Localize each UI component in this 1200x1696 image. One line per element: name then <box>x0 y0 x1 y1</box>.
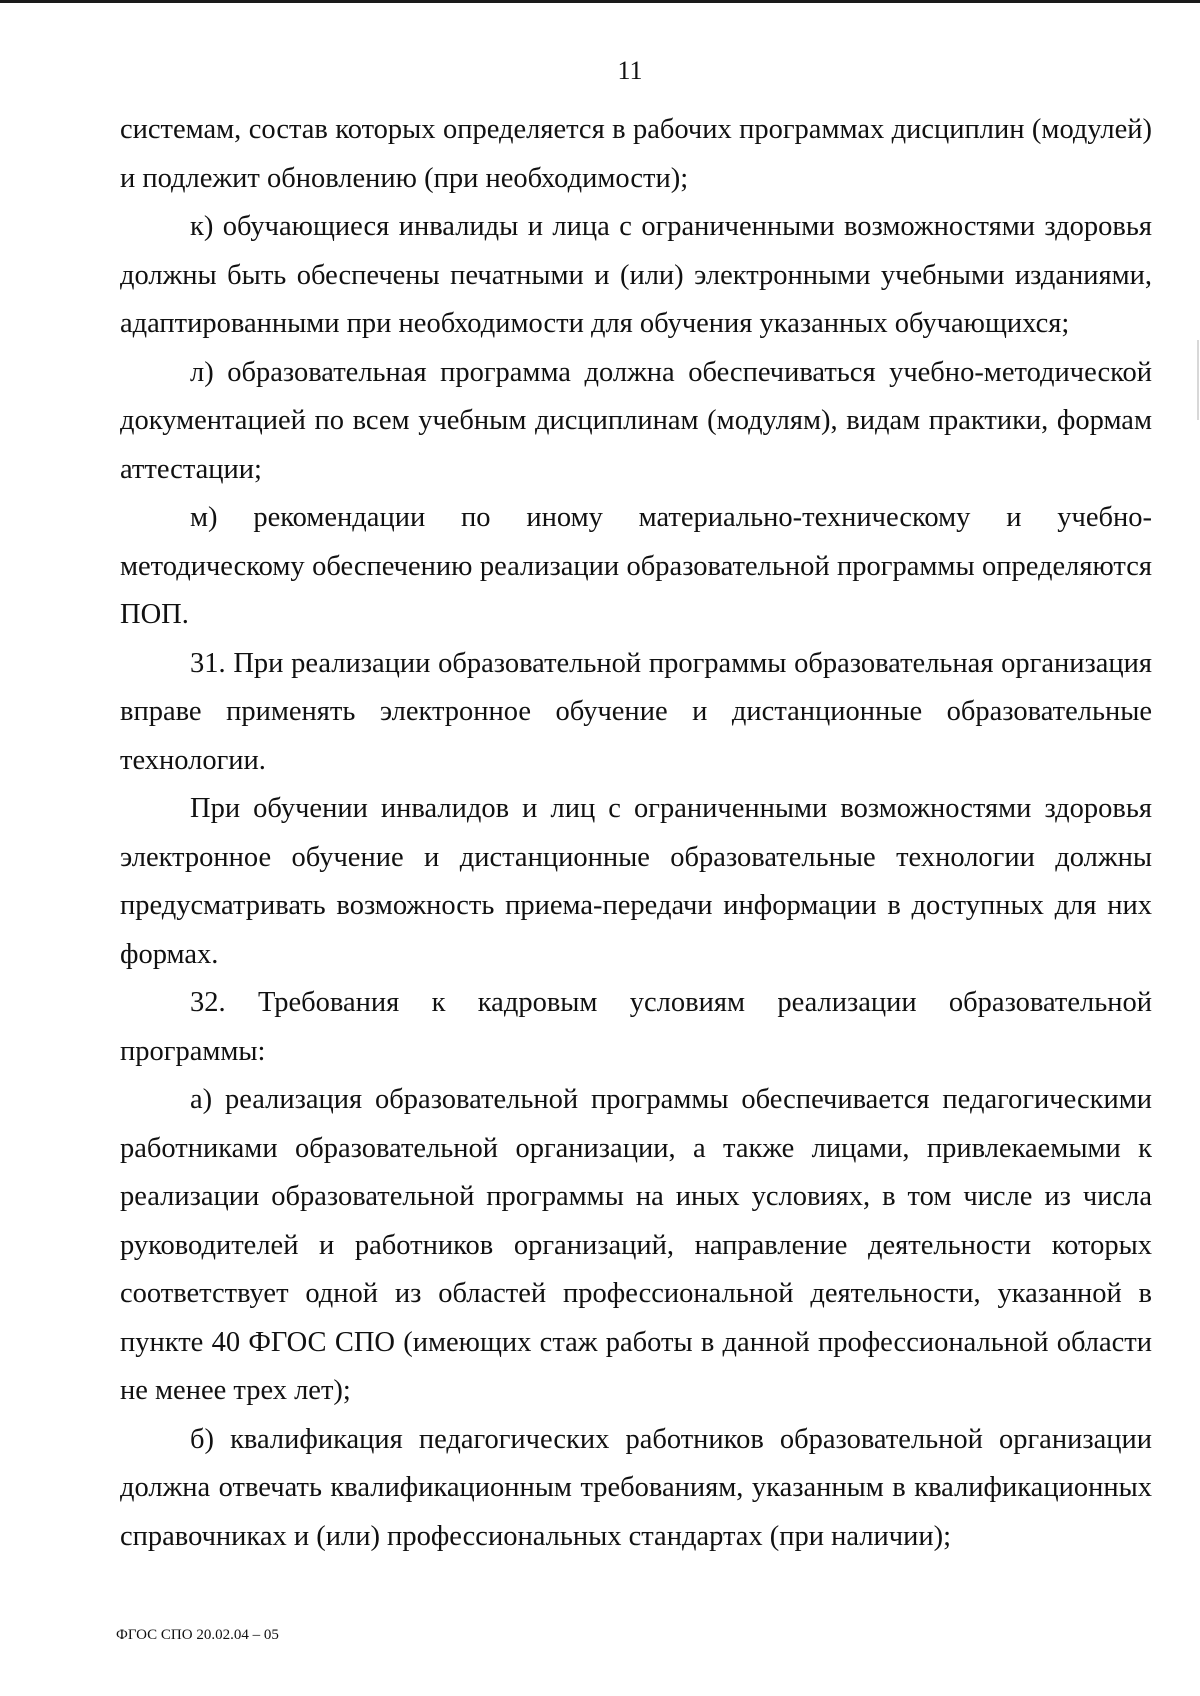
paragraph-clause-31-second: При обучении инвалидов и лиц с ограниченными возможностями здоровья электронное обучение и дистанционные образовательные технологии должны предусматривать возможность приема-передачи информации в доступных для них формах. <box>120 793 1152 970</box>
paragraph-item-a: а) реализация образовательной программы обеспечивается педагогическими работниками образовательной организации, а также лицами, привлекаемыми к реализации образовательной программы на иных условиях, в том числе из числа руководителей и работников организаций, направление деятельности которых соответствует одной из областей профессиональной деятельности, указанной в пункте 40 ФГОС СПО (имеющих стаж работы в данной профессиональной области не менее трех лет); <box>120 1084 1152 1406</box>
paragraph-continuation: системам, состав которых определяется в рабочих программах дисциплин (модулей) и подлежит обновлению (при необходимости); <box>120 114 1152 194</box>
paragraph-item-b: б) квалификация педагогических работников образовательной организации должна отвечать квалификационным требованиям, указанным в квалификационных справочниках и (или) профессиональных стандартах (при наличии); <box>120 1423 1152 1552</box>
paragraph-item-m: м) рекомендации по иному материально-техническому и учебно-методическому обеспечению реализации образовательной программы определяются ПОП. <box>120 502 1152 630</box>
document-footer-code: ФГОС СПО 20.02.04 – 05 <box>116 1627 279 1643</box>
paragraph-item-k: к) обучающиеся инвалиды и лица с ограниченными возможностями здоровья должны быть обеспечены печатными и (или) электронными учебными изданиями, адаптированными при необходимости для обучения указанных обучающихся; <box>120 211 1152 339</box>
paragraph-clause-32: 32. Требования к кадровым условиям реализации образовательной программы: <box>120 987 1152 1067</box>
paragraph-item-l: л) образовательная программа должна обеспечиваться учебно-методической документацией по всем учебным дисциплинам (модулям), видам практики, формам аттестации; <box>120 356 1152 485</box>
paragraph-clause-31: 31. При реализации образовательной программы образовательная организация вправе применять электронное обучение и дистанционные образовательные технологии. <box>120 647 1152 776</box>
page-number: 11 <box>617 56 643 85</box>
page-top-edge <box>0 0 1200 3</box>
document-body <box>120 106 1152 1561</box>
scan-edge-mark <box>1197 340 1199 420</box>
